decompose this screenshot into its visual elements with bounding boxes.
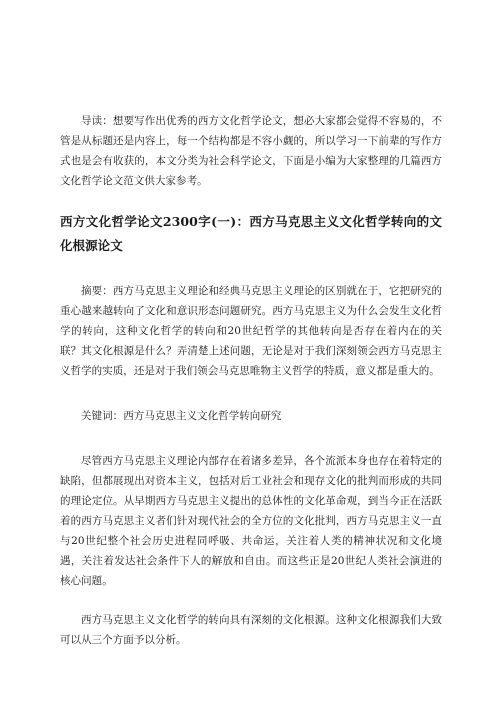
intro-paragraph: 导读：想要写作出优秀的西方文化哲学论文，想必大家都会觉得不容易的，不管是从标题还是内容上，每一个结构都是不容小觑的，所以学习一下前辈的写作方式也是会有收获的，本文分类为社会科学论文，下面是小编为大家整理的几篇西方文化哲学论文范文供大家参考。	[60, 115, 442, 187]
abstract-paragraph: 摘要：西方马克思主义理论和经典马克思主义理论的区别就在于，它把研究的重心越来越转向了文化和意识形态问题研究。西方马克思主义为什么会发生文化哲学的转向，这种文化哲学的转向和20世纪哲学的其他转向是否存在着内在的关联？其文化根源是什么？弄清楚上述问题，无论是对于我们深刻领会西方马克思主义哲学的实质，还是对于我们领会马克思唯物主义哲学的特质，意义都是重大的。	[60, 285, 442, 377]
keywords-line: 关键词：西方马克思主义文化哲学转向研究	[81, 410, 282, 422]
body-paragraph-2: 西方马克思主义文化哲学的转向具有深刻的文化根源。这种文化根源我们大致可以从三个方面予以分析。	[60, 614, 442, 646]
article-title: 西方文化哲学论文2300字(一)：西方马克思主义文化哲学转向的文化根源论文	[60, 214, 442, 253]
document-page	[60, 0, 442, 707]
body-paragraph-1: 尽管西方马克思主义理论内部存在着诸多差异，各个流派本身也存在着特定的缺陷，但都展现出对资本主义，包括对后工业社会和现存文化的批判而形成的共同的理论定位。从早期西方马克思主义提出的总体性的文化革命观，到当今正在活跃着的西方马克思主义者们针对现代社会的全方位的文化批判，西方马克思主义一直与20世纪整个社会历史进程同呼吸、共命运，关注着人类的精神状况和文化境遇，关注着发达社会条件下人的解放和自由。而这些正是20世纪人类社会演进的核心问题。	[60, 455, 442, 587]
